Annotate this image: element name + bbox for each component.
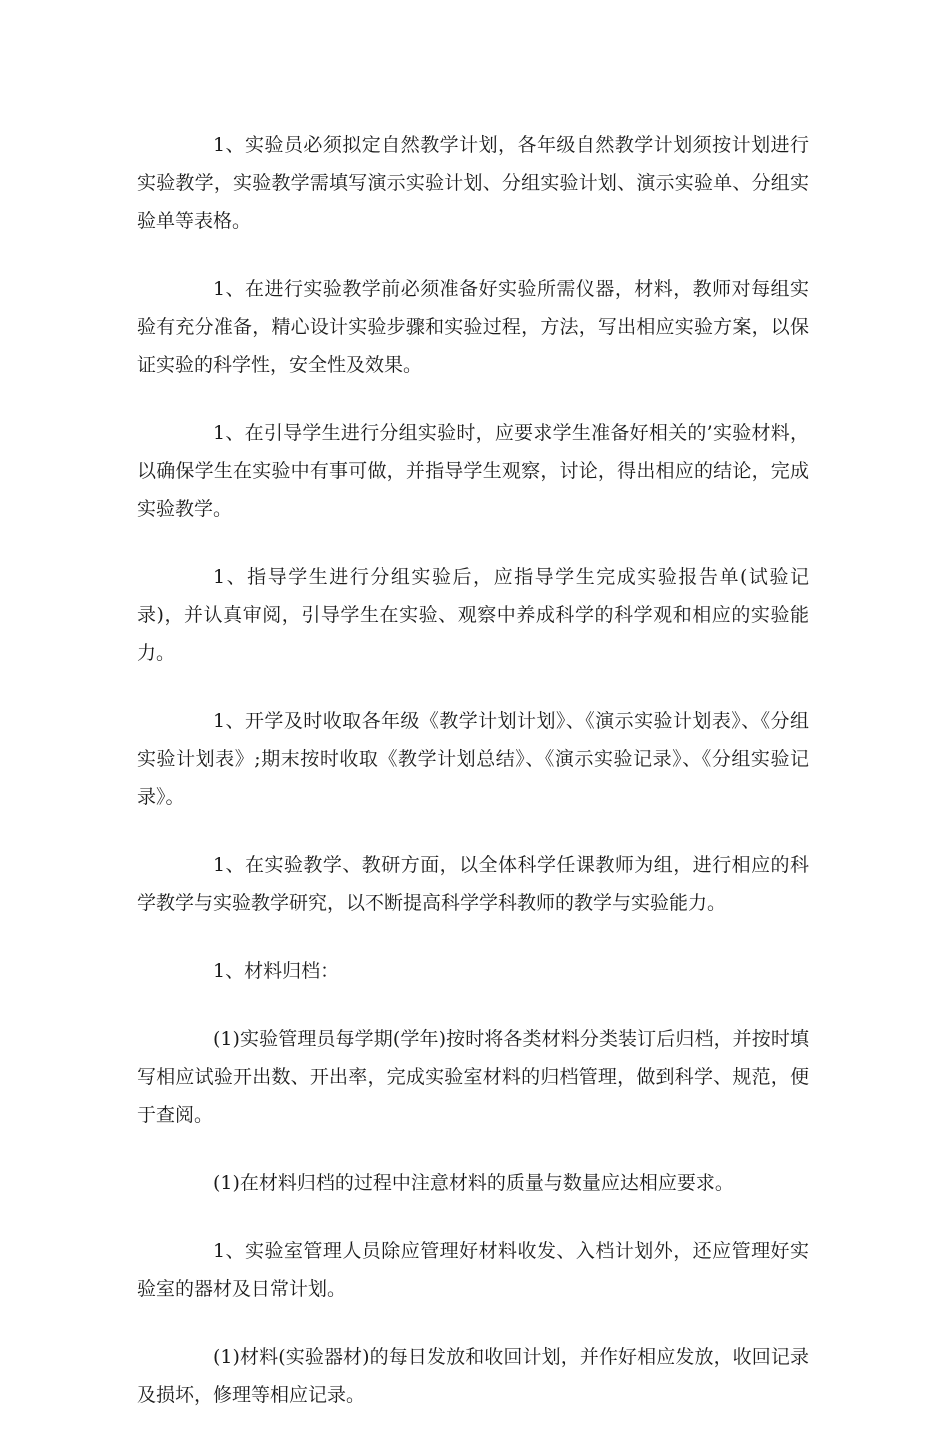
paragraph-1: 1、实验员必须拟定自然教学计划，各年级自然教学计划须按计划进行实验教学，实验教学需填写演示实验计划、分组实验计划、演示实验单、分组实验单等表格。	[137, 134, 809, 232]
paragraph-2: 1、在进行实验教学前必须准备好实验所需仪器，材料，教师对每组实验有充分准备，精心设计实验步骤和实验过程，方法，写出相应实验方案，以保证实验的科学性，安全性及效果。	[137, 278, 809, 376]
paragraph-9: (1)在材料归档的过程中注意材料的质量与数量应达相应要求。	[213, 1172, 734, 1194]
paragraph-5: 1、开学及时收取各年级《教学计划计划》、《演示实验计划表》、《分组实验计划表》;期末按时收取《教学计划总结》、《演示实验记录》、《分组实验记录》。	[137, 710, 809, 808]
paragraph-10: 1、实验室管理人员除应管理好材料收发、入档计划外，还应管理好实验室的器材及日常计划。	[137, 1240, 809, 1300]
document-body	[137, 126, 809, 1444]
paragraph-7: 1、材料归档：	[213, 960, 340, 982]
paragraph-8: (1)实验管理员每学期(学年)按时将各类材料分类装订后归档，并按时填写相应试验开出数、开出率，完成实验室材料的归档管理，做到科学、规范，便于查阅。	[137, 1028, 809, 1126]
paragraph-6: 1、在实验教学、教研方面，以全体科学任课教师为组，进行相应的科学教学与实验教学研究，以不断提高科学学科教师的教学与实验能力。	[137, 854, 809, 914]
paragraph-3: 1、在引导学生进行分组实验时，应要求学生准备好相关的’实验材料，以确保学生在实验中有事可做，并指导学生观察，讨论，得出相应的结论，完成实验教学。	[137, 422, 809, 520]
paragraph-4: 1、指导学生进行分组实验后，应指导学生完成实验报告单(试验记录)，并认真审阅，引导学生在实验、观察中养成科学的科学观和相应的实验能力。	[137, 566, 809, 664]
paragraph-11: (1)材料(实验器材)的每日发放和收回计划，并作好相应发放，收回记录及损坏，修理等相应记录。	[137, 1346, 809, 1406]
